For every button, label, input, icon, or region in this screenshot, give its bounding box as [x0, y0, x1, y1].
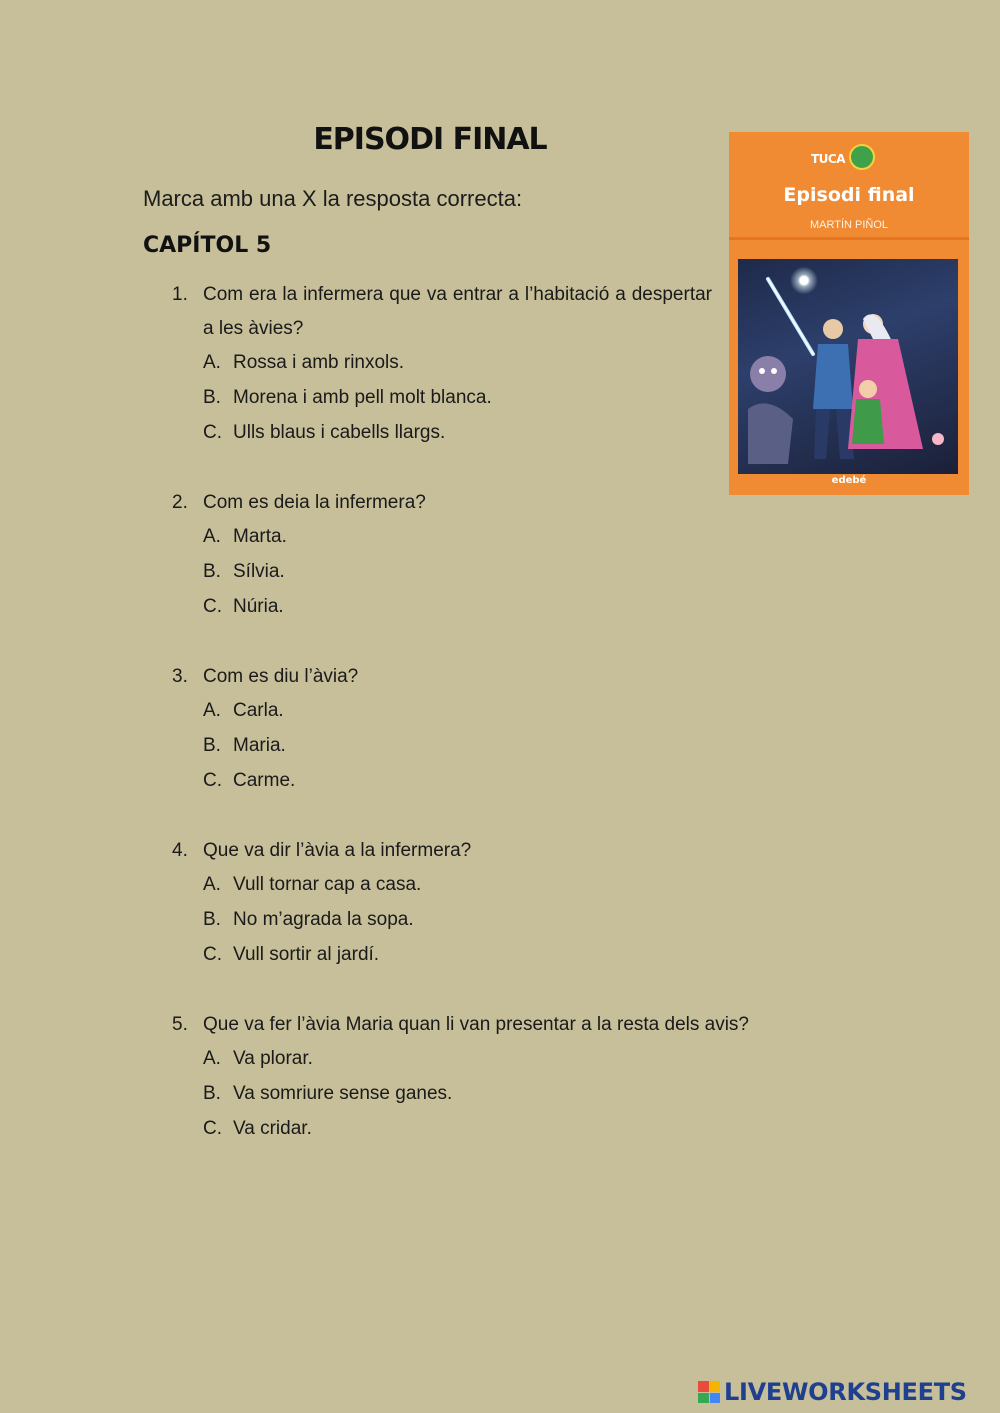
option-text: Marta. [233, 526, 287, 547]
option-text: Morena i amb pell molt blanca. [233, 386, 492, 408]
answer-option-c[interactable] [203, 416, 712, 451]
question-5 [172, 1008, 812, 1146]
option-text: Va plorar. [233, 1048, 313, 1069]
book-cover-image [729, 132, 969, 495]
question-number: 5. [172, 1014, 188, 1035]
worksheet-title: EPISODI FINAL [313, 122, 547, 157]
question-3 [172, 660, 712, 798]
option-letter: A. [203, 1048, 221, 1069]
option-letter: B. [203, 1082, 221, 1104]
answer-option-b[interactable] [203, 555, 712, 590]
question-text: Com es diu l’àvia? [203, 666, 359, 687]
cover-publisher: edebé [831, 475, 867, 486]
cover-illustration [738, 259, 958, 474]
option-letter: B. [203, 386, 221, 408]
option-letter: C. [203, 595, 222, 617]
answer-option-c[interactable] [203, 764, 712, 799]
chapter-heading: CAPÍTOL 5 [143, 233, 272, 258]
question-text: Com era la infermera que va entrar a l’habitació a despertar a les àvies? [203, 284, 712, 339]
option-text: No m’agrada la sopa. [233, 908, 414, 930]
option-text: Rossa i amb rinxols. [233, 352, 405, 373]
question-number: 3. [172, 666, 188, 687]
question-number: 4. [172, 840, 188, 861]
option-letter: C. [203, 943, 222, 965]
option-text: Núria. [233, 595, 284, 617]
option-text: Vull tornar cap a casa. [233, 874, 422, 895]
answer-option-c[interactable] [203, 1112, 812, 1147]
option-letter: A. [203, 874, 221, 895]
answer-option-c[interactable] [203, 938, 712, 973]
answer-option-b[interactable] [203, 903, 712, 938]
question-number: 1. [172, 284, 188, 305]
question-2 [172, 486, 712, 624]
series-logo: TUCA [811, 152, 846, 166]
option-text: Maria. [233, 734, 286, 756]
question-number: 2. [172, 492, 188, 513]
option-text: Va somriure sense ganes. [233, 1082, 453, 1104]
option-letter: B. [203, 908, 221, 930]
instruction-text: Marca amb una X la resposta correcta: [143, 186, 523, 211]
option-letter: C. [203, 769, 222, 791]
answer-option-a[interactable] [203, 1042, 812, 1077]
option-text: Va cridar. [233, 1117, 312, 1139]
question-text: Que va dir l’àvia a la infermera? [203, 840, 472, 861]
option-text: Ulls blaus i cabells llargs. [233, 421, 446, 443]
question-1 [172, 278, 712, 450]
option-letter: B. [203, 734, 221, 756]
option-text: Carme. [233, 769, 296, 791]
watermark-text: LIVEWORKSHEETS [724, 1378, 967, 1406]
cover-title: Episodi final [783, 184, 915, 206]
option-letter: C. [203, 1117, 222, 1139]
option-letter: B. [203, 560, 221, 582]
option-letter: A. [203, 526, 221, 547]
answer-option-c[interactable] [203, 590, 712, 625]
question-text: Com es deia la infermera? [203, 492, 426, 513]
cover-illustration-figures [738, 259, 958, 474]
cover-author: MARTÍN PIÑOL [809, 219, 889, 231]
option-letter: C. [203, 421, 222, 443]
question-4 [172, 834, 712, 972]
answer-option-a[interactable] [203, 520, 712, 555]
answer-option-a[interactable] [203, 694, 712, 729]
liveworksheets-logo-icon [698, 1381, 720, 1403]
option-letter: A. [203, 352, 221, 373]
answer-option-b[interactable] [203, 381, 712, 416]
toucan-icon [849, 144, 875, 170]
option-text: Carla. [233, 700, 284, 721]
option-letter: A. [203, 700, 221, 721]
liveworksheets-watermark [698, 1378, 967, 1406]
answer-option-b[interactable] [203, 1077, 812, 1112]
answer-option-a[interactable] [203, 868, 712, 903]
answer-option-b[interactable] [203, 729, 712, 764]
answer-option-a[interactable] [203, 346, 712, 381]
option-text: Vull sortir al jardí. [233, 943, 380, 965]
question-text: Que va fer l’àvia Maria quan li van presentar a la resta dels avis? [203, 1014, 749, 1035]
cover-divider [729, 237, 969, 240]
option-text: Sílvia. [233, 560, 285, 582]
